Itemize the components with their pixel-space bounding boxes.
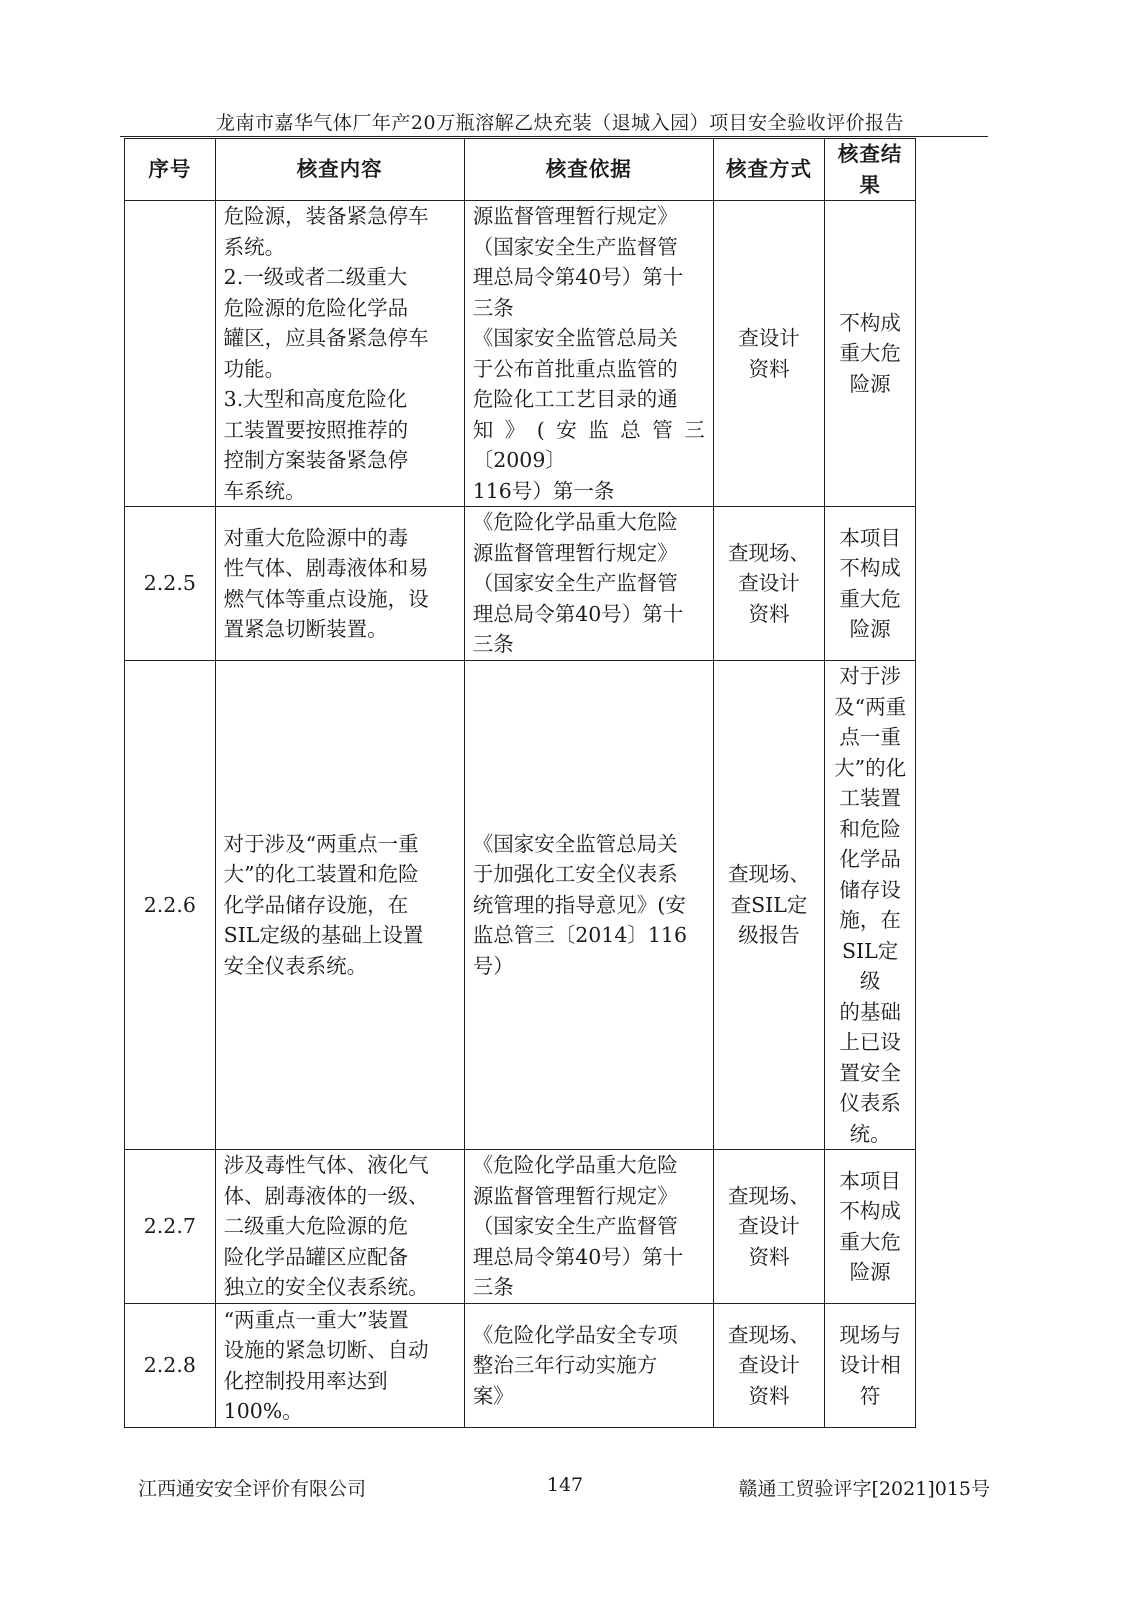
cell-content-line: “两重点一重大”装置 — [223, 1307, 409, 1332]
cell-content-line: SIL定级的基础上设置 — [223, 923, 424, 948]
report-title: 龙南市嘉华气体厂年产20万瓶溶解乙炔充装（退城入园）项目安全验收评价报告 — [215, 112, 905, 134]
cell-method — [713, 661, 825, 1150]
table-row — [125, 1304, 916, 1428]
cell-method — [713, 1304, 825, 1428]
cell-content-line: 化学品储存设施，在 — [223, 892, 409, 917]
cell-result-line: 对于涉 — [839, 664, 901, 688]
header-rule — [120, 136, 988, 137]
cell-method-line: 查设计 — [738, 1214, 800, 1239]
cell-result-line: 符 — [859, 1383, 881, 1408]
table-header-row — [125, 139, 916, 201]
cell-basis — [464, 1304, 713, 1428]
cell-basis-line: 号） — [472, 953, 514, 978]
cell-result-line: 置安全 — [839, 1060, 901, 1085]
cell-method — [713, 201, 825, 507]
cell-result-line: 现场与 — [839, 1322, 901, 1347]
cell-method-line: 查现场、 — [728, 862, 811, 887]
cell-result-line: 不构成 — [839, 310, 901, 335]
cell-content-line: 对重大危险源中的毒 — [223, 525, 409, 550]
table-row — [125, 507, 916, 661]
cell-basis-line: 三条 — [472, 632, 514, 657]
cell-basis — [464, 507, 713, 661]
col-header-result: 核查结果 — [825, 139, 916, 201]
cell-result-line: 化学品 — [839, 847, 901, 871]
table-row — [125, 1150, 916, 1304]
cell-content-line: 3.大型和高度危险化 — [223, 387, 408, 411]
cell-result-line: 设计相 — [839, 1353, 901, 1378]
cell-result-line: 险源 — [849, 1260, 891, 1284]
cell-result-line: 工装置 — [839, 786, 901, 810]
cell-result — [825, 1150, 916, 1304]
cell-content-line: 燃气体等重点设施，设 — [223, 586, 429, 611]
cell-result-line: 不构成 — [839, 556, 901, 580]
col-header-method: 核查方式 — [713, 139, 825, 201]
cell-result — [825, 201, 916, 507]
cell-method — [713, 507, 825, 661]
cell-result-line: 险源 — [849, 371, 891, 396]
cell-basis-line: 监总管三〔2014〕116 — [472, 923, 688, 948]
cell-basis-line: 统管理的指导意见》(安 — [472, 892, 686, 917]
cell-content-line: 险化学品罐区应配备 — [223, 1244, 409, 1269]
cell-method-line: 查设计 — [738, 571, 800, 596]
cell-content — [215, 1150, 464, 1304]
cell-result-line: 施，在 — [839, 908, 901, 932]
footer-doc-number: 赣通工贸验评字[2021]015号 — [738, 1478, 990, 1500]
check-table — [124, 138, 916, 1428]
cell-basis-line: 于加强化工安全仪表系 — [472, 862, 678, 887]
cell-method-line: 查SIL定 — [730, 892, 808, 917]
table-row — [125, 661, 916, 1150]
cell-content — [215, 661, 464, 1150]
cell-result-line: 重大危 — [839, 341, 901, 366]
cell-result — [825, 661, 916, 1150]
cell-content-line: 置紧急切断装置。 — [223, 617, 388, 641]
cell-result-line: 重大危 — [839, 586, 901, 611]
cell-result-line: 和危险 — [839, 816, 901, 841]
cell-basis-line: 理总局令第40号）第十 — [472, 265, 684, 289]
cell-basis-line: （国家安全生产监督管 — [472, 234, 678, 259]
footer-page-number: 147 — [546, 1474, 584, 1496]
cell-method-line: 查现场、 — [728, 1183, 811, 1208]
cell-seq — [125, 201, 216, 507]
cell-method — [713, 1150, 825, 1304]
cell-basis-line: 《危险化学品重大危险 — [472, 1153, 678, 1178]
cell-content-line: 化控制投用率达到 — [223, 1368, 388, 1393]
cell-result-line: 本项目 — [839, 525, 901, 550]
cell-basis — [464, 1150, 713, 1304]
footer-company: 江西通安安全评价有限公司 — [138, 1478, 367, 1500]
cell-content-line: 危险源的危险化学品 — [223, 295, 409, 320]
cell-result-line: 储存设 — [839, 877, 901, 902]
cell-result-line: 上已设 — [839, 1030, 901, 1054]
cell-basis-line: 《国家安全监管总局关 — [472, 326, 678, 350]
cell-basis-line: 理总局令第40号）第十 — [472, 601, 684, 626]
cell-method-line: 资料 — [748, 1244, 790, 1269]
cell-content — [215, 507, 464, 661]
cell-content-line: 对于涉及“两重点一重 — [223, 831, 419, 856]
cell-content-line: 系统。 — [223, 234, 286, 259]
cell-result-line: 险源 — [849, 617, 891, 641]
cell-method-line: 资料 — [748, 356, 790, 381]
cell-method-line: 查现场、 — [728, 540, 811, 565]
cell-content-line: 涉及毒性气体、液化气 — [223, 1153, 429, 1178]
cell-method-line: 资料 — [748, 601, 790, 626]
cell-content — [215, 201, 464, 507]
cell-content-line: 设施的紧急切断、自动 — [223, 1338, 429, 1362]
cell-basis-line: 《危险化学品重大危险 — [472, 510, 678, 535]
cell-content-line: 独立的安全仪表系统。 — [223, 1275, 429, 1300]
cell-result-line: 本项目 — [839, 1168, 901, 1193]
cell-result — [825, 507, 916, 661]
col-header-basis: 核查依据 — [464, 139, 713, 201]
cell-seq: 2.2.6 — [125, 661, 216, 1150]
cell-content-line: 性气体、剧毒液体和易 — [223, 556, 429, 580]
cell-seq: 2.2.5 — [125, 507, 216, 661]
cell-content-line: 大”的化工装置和危险 — [223, 862, 419, 887]
cell-content-line: 车系统。 — [223, 478, 306, 503]
cell-content-line: 控制方案装备紧急停 — [223, 448, 409, 472]
cell-content — [215, 1304, 464, 1428]
cell-result-line: 大”的化 — [834, 755, 907, 780]
cell-content-line: 功能。 — [223, 356, 286, 381]
cell-content-line: 工装置要按照推荐的 — [223, 417, 409, 442]
cell-result-line: 重大危 — [839, 1229, 901, 1254]
cell-basis-line: 危险化工工艺目录的通 — [472, 387, 678, 411]
cell-method-line: 查现场、 — [728, 1322, 811, 1347]
cell-result-line: 统。 — [849, 1121, 891, 1146]
cell-basis-line: （国家安全生产监督管 — [472, 571, 678, 596]
cell-basis-line: 理总局令第40号）第十 — [472, 1244, 684, 1269]
cell-result-line: SIL定级 — [842, 938, 899, 993]
col-header-content: 核查内容 — [215, 139, 464, 201]
cell-basis-line: 《国家安全监管总局关 — [472, 831, 678, 856]
cell-result-line: 仪表系 — [839, 1091, 901, 1115]
col-header-seq: 序号 — [125, 139, 216, 201]
cell-result-line: 及“两重 — [834, 694, 907, 719]
cell-seq: 2.2.7 — [125, 1150, 216, 1304]
cell-result-line: 的基础 — [839, 999, 901, 1024]
cell-basis-line: 三条 — [472, 1275, 514, 1300]
cell-basis-line: 案》 — [472, 1383, 514, 1408]
cell-method-line: 资料 — [748, 1383, 790, 1408]
cell-result-line: 点一重 — [839, 725, 901, 749]
cell-content-line: 100%。 — [223, 1399, 303, 1423]
cell-basis-line: （国家安全生产监督管 — [472, 1214, 678, 1239]
cell-basis-line: 三条 — [472, 295, 514, 320]
cell-basis-line: 《危险化学品安全专项 — [472, 1322, 678, 1347]
cell-content-line: 体、剧毒液体的一级、 — [223, 1183, 429, 1208]
cell-result — [825, 1304, 916, 1428]
cell-method-line: 查设计 — [738, 1353, 800, 1378]
cell-basis-line: 源监督管理暂行规定》 — [472, 540, 678, 565]
table-row — [125, 201, 916, 507]
cell-basis-line: 于公布首批重点监管的 — [472, 356, 678, 381]
cell-basis-line: 源监督管理暂行规定》 — [472, 1183, 678, 1208]
cell-content-line: 安全仪表系统。 — [223, 953, 368, 978]
cell-result-line: 不构成 — [839, 1199, 901, 1223]
cell-method-line: 查设计 — [738, 326, 800, 350]
cell-seq: 2.2.8 — [125, 1304, 216, 1428]
cell-content-line: 罐区，应具备紧急停车 — [223, 326, 429, 350]
cell-content-line: 危险源，装备紧急停车 — [223, 204, 429, 228]
cell-basis-line: 整治三年行动实施方 — [472, 1353, 658, 1378]
cell-basis-line: 116号）第一条 — [472, 478, 615, 503]
cell-content-line: 2.一级或者二级重大 — [223, 265, 408, 289]
cell-basis — [464, 201, 713, 507]
cell-method-line: 级报告 — [738, 923, 800, 948]
cell-basis-line: 源监督管理暂行规定》 — [472, 204, 678, 228]
cell-basis — [464, 661, 713, 1150]
cell-content-line: 二级重大危险源的危 — [223, 1214, 409, 1239]
cell-basis-line: 知》(安监总管三〔2009〕 — [472, 417, 705, 472]
